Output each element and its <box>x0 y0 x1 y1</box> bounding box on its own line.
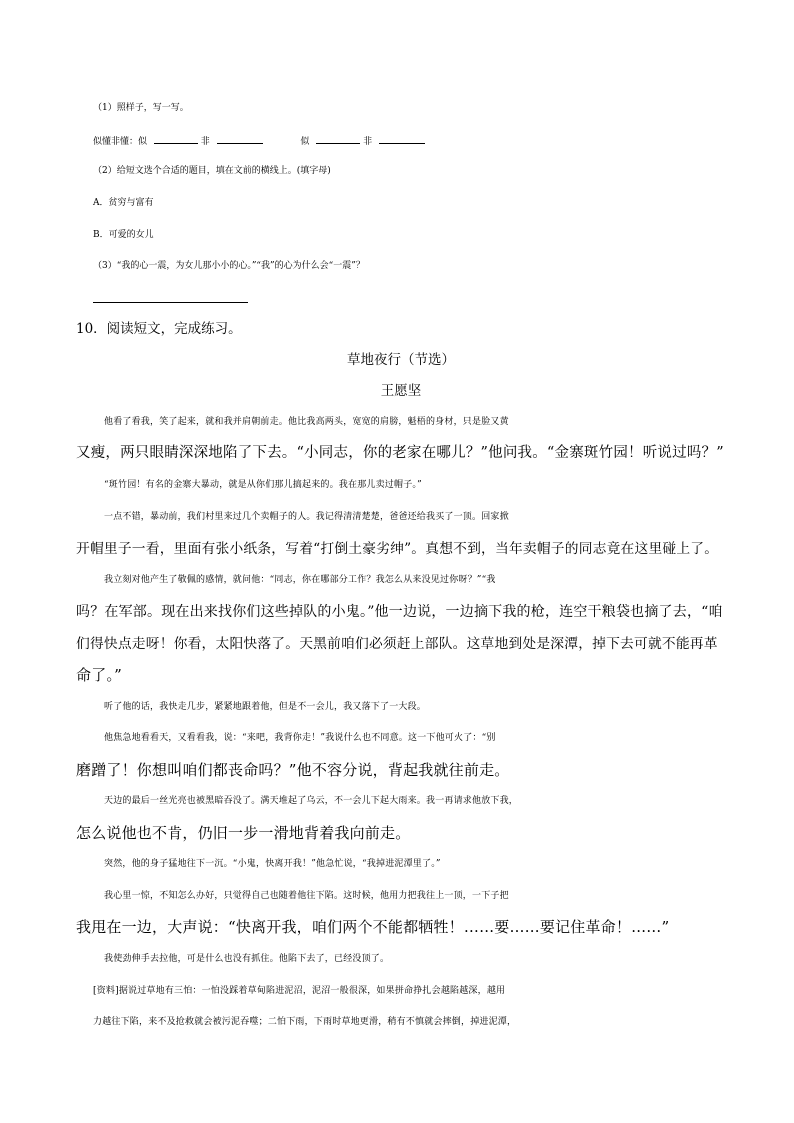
passage-line: 我立刻对他产生了敬佩的感情，就问他：“同志，你在哪部分工作？我怎么从来没见过你呀？”“我 <box>104 575 496 585</box>
q9-sub1: （1）照样子，写一写。 <box>93 103 189 113</box>
fill-blank-3[interactable] <box>316 129 360 144</box>
passage-line: 他看了看我，笑了起来，就和我并肩朝前走。他比我高两头，宽宽的肩膀，魁梧的身材，只是脸又黄 <box>104 417 509 427</box>
passage-title: 草地夜行（节选） <box>347 352 455 368</box>
pattern-fei: 非 <box>200 137 210 147</box>
q9-sub2: （2）给短文选个合适的题目，填在文前的横线上。(填字母) <box>93 166 331 176</box>
passage-line: 天边的最后一丝光亮也被黑暗吞没了。满天堆起了乌云，不一会儿下起大雨来。我一再请求他放下我， <box>104 796 519 806</box>
passage-line: 又瘦，两只眼睛深深地陷了下去。“小同志，你的老家在哪儿？”他问我。“金寨斑竹园！听说过吗？” <box>76 445 724 461</box>
passage-line: 我心里一惊，不知怎么办好，只觉得自己也随着他往下陷。这时候，他用力把我往上一顶，一下子把 <box>104 891 509 901</box>
pattern-fei2: 非 <box>363 137 373 147</box>
passage-author: 王愿坚 <box>380 383 422 399</box>
material-line: 力越往下陷，来不及抢救就会被污泥吞噬；二怕下雨，下雨时草地更滑，稍有不慎就会摔倒，掉进泥潭， <box>93 1017 517 1027</box>
passage-line: 我甩在一边，大声说：“快离开我，咱们两个不能都牺牲！……要……要记住革命！……” <box>76 918 670 936</box>
q9-pattern-row <box>93 129 743 152</box>
fill-blank-1[interactable] <box>154 129 198 144</box>
passage-line: 开帽里子一看，里面有张小纸条，写着“打倒土豪劣绅”。真想不到，当年卖帽子的同志竟在这里碰上了。 <box>76 541 719 557</box>
q9-sub3: （3）“我的心一震，为女儿那小小的心。”“我”的心为什么会“一震”？ <box>93 261 365 271</box>
passage-line: 一点不错，暴动前，我们村里来过几个卖帽子的人。我记得清清楚楚，爸爸还给我买了一顶。回家掀 <box>104 512 509 522</box>
q9-option-b: B．可爱的女儿 <box>93 230 154 240</box>
fill-blank-4[interactable] <box>379 129 425 144</box>
passage-line: 突然，他的身子猛地往下一沉。“小鬼，快离开我！”他急忙说，“我掉进泥潭里了。” <box>104 859 441 869</box>
passage-line: 他焦急地看看天，又看看我，说：“来吧，我背你走！”我说什么也不同意。这一下他可火了：“别 <box>104 733 496 743</box>
passage-line: 听了他的话，我快走几步，紧紧地跟着他，但是不一会儿，我又落下了一大段。 <box>104 702 427 712</box>
q9-option-a: A．贫穷与富有 <box>93 198 154 208</box>
passage-line: 命了。” <box>76 666 122 684</box>
passage-line: 磨蹭了！你想叫咱们都丧命吗？”他不容分说，背起我就往前走。 <box>76 761 510 779</box>
passage-line: “斑竹园！有名的金寨大暴动，就是从你们那儿搞起来的。我在那儿卖过帽子。” <box>104 480 422 490</box>
passage-line: 我使劲伸手去拉他，可是什么也没有抓住。他陷下去了，已经没顶了。 <box>104 954 390 964</box>
material-line: [资料]据说过草地有三怕：一怕没踩着草甸陷进泥沼，泥沼一般很深，如果拼命挣扎会越陷越深，越用 <box>93 986 506 996</box>
fill-blank-2[interactable] <box>217 129 263 144</box>
answer-line[interactable] <box>93 302 248 303</box>
pattern-prefix: 似懂非懂：似 <box>93 137 148 147</box>
pattern-si2: 似 <box>300 137 310 147</box>
passage-line: 们得快点走呀！你看，太阳快落了。天黑前咱们必须赶上部队。这草地到处是深潭，掉下去可就不能再革 <box>76 636 718 652</box>
passage-line: 怎么说他也不肯，仍旧一步一滑地背着我向前走。 <box>76 824 411 842</box>
q10-header: 10．阅读短文，完成练习。 <box>76 321 242 337</box>
passage-line: 吗？在军部。现在出来找你们这些掉队的小鬼。”他一边说，一边摘下我的枪，连空干粮袋也摘了去，“咱 <box>76 604 723 620</box>
